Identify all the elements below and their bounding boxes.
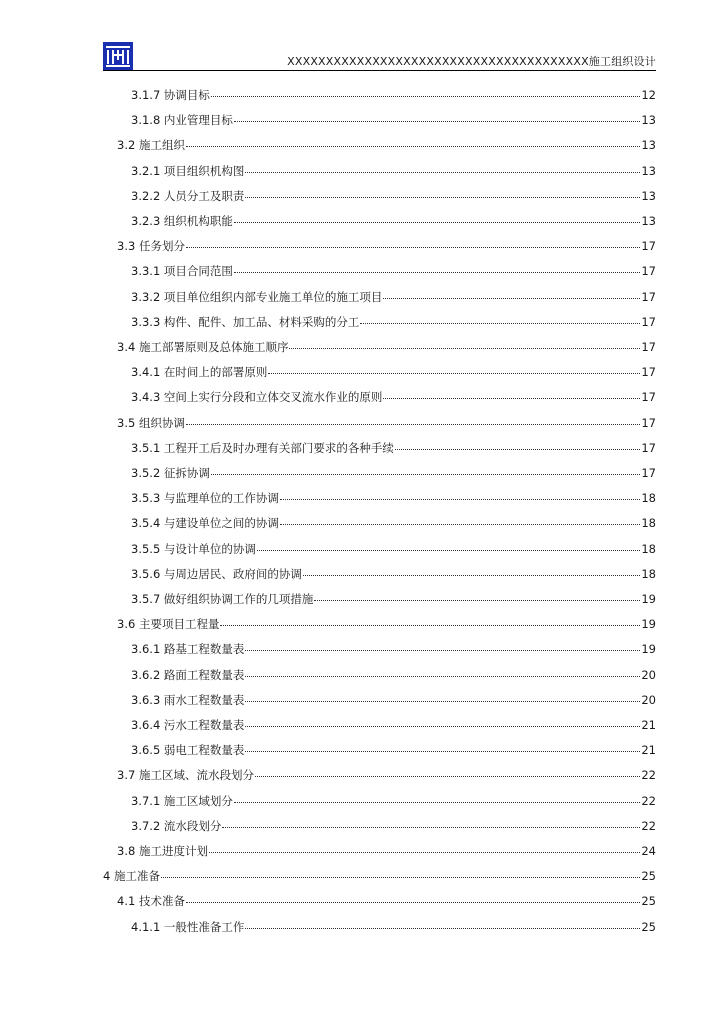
toc-entry[interactable] bbox=[131, 364, 656, 384]
toc-entry-title: 与设计单位的协调 bbox=[163, 541, 256, 556]
toc-entry-number: 3.6.4 bbox=[131, 718, 164, 732]
toc-entry-page-number: 17 bbox=[641, 314, 656, 329]
toc-leader-dots bbox=[383, 288, 640, 299]
toc-entry[interactable] bbox=[131, 793, 656, 813]
toc-entry-title: 与建设单位之间的协调 bbox=[163, 516, 279, 531]
toc-entry-number: 3.2.2 bbox=[131, 188, 164, 203]
toc-leader-dots bbox=[186, 414, 640, 425]
toc-entry-number: 3.6 bbox=[117, 617, 139, 632]
toc-entry-page-number: 18 bbox=[641, 491, 656, 506]
toc-entry-page-number: 17 bbox=[641, 415, 656, 430]
toc-entry-page-number: 18 bbox=[641, 566, 656, 581]
toc-leader-dots bbox=[186, 237, 640, 248]
toc-leader-dots bbox=[234, 792, 640, 803]
toc-entry[interactable] bbox=[117, 339, 656, 359]
toc-entry-title: 人员分工及职责 bbox=[163, 188, 245, 203]
toc-entry-title: 主要项目工程量 bbox=[138, 617, 220, 632]
toc-entry-title: 与周边居民、政府间的协调 bbox=[163, 566, 302, 581]
toc-entry[interactable] bbox=[131, 112, 656, 132]
toc-entry-number: 4.1.1 bbox=[131, 919, 164, 934]
toc-leader-dots bbox=[245, 666, 640, 677]
toc-entry-title: 雨水工程数量表 bbox=[163, 692, 245, 707]
toc-entry[interactable] bbox=[131, 213, 656, 233]
toc-entry-title: 流水段划分 bbox=[163, 818, 222, 833]
toc-entry-page-number: 17 bbox=[641, 264, 656, 279]
toc-entry-number: 3.3 bbox=[117, 239, 139, 254]
toc-entry-title: 组织机构职能 bbox=[163, 214, 233, 228]
toc-entry-page-number: 17 bbox=[641, 390, 656, 405]
toc-entry-number: 4.1 bbox=[117, 894, 139, 909]
toc-leader-dots bbox=[220, 615, 640, 626]
toc-entry-title: 构件、配件、加工品、材料采购的分工 bbox=[163, 314, 360, 329]
toc-leader-dots bbox=[211, 86, 640, 97]
toc-entry[interactable] bbox=[131, 87, 656, 107]
toc-entry[interactable] bbox=[131, 742, 656, 762]
toc-leader-dots bbox=[245, 716, 640, 727]
toc-entry-title: 施工区域划分 bbox=[163, 793, 233, 808]
toc-entry-title: 工程开工后及时办理有关部门要求的各种手续 bbox=[163, 440, 394, 455]
toc-entry[interactable] bbox=[117, 616, 656, 636]
toc-entry-number: 3.3.1 bbox=[131, 264, 164, 279]
toc-entry-page-number: 20 bbox=[641, 667, 656, 682]
toc-leader-dots bbox=[245, 640, 640, 651]
toc-entry-title: 施工进度计划 bbox=[138, 844, 208, 858]
toc-entry-page-number: 19 bbox=[641, 642, 656, 657]
toc-entry-number: 3.4 bbox=[117, 340, 139, 354]
toc-leader-dots bbox=[234, 262, 640, 273]
toc-entry[interactable] bbox=[131, 591, 656, 611]
toc-entry-number: 3.5.7 bbox=[131, 592, 164, 606]
toc-entry-title: 施工部署原则及总体施工顺序 bbox=[138, 340, 289, 354]
toc-entry[interactable] bbox=[131, 263, 656, 283]
toc-entry-page-number: 17 bbox=[641, 440, 656, 455]
toc-entry-page-number: 13 bbox=[641, 138, 656, 153]
toc-leader-dots bbox=[303, 565, 640, 576]
toc-entry[interactable] bbox=[117, 415, 656, 435]
toc-entry-page-number: 13 bbox=[641, 188, 656, 203]
toc-entry-page-number: 19 bbox=[641, 617, 656, 632]
toc-entry[interactable] bbox=[131, 717, 656, 737]
toc-entry-number: 3.5 bbox=[117, 415, 139, 430]
toc-entry-title: 征拆协调 bbox=[163, 466, 210, 480]
toc-entry-number: 3.2 bbox=[117, 138, 139, 153]
toc-leader-dots bbox=[314, 590, 640, 601]
toc-entry-title: 项目组织机构图 bbox=[163, 163, 245, 178]
toc-entry-number: 3.4.3 bbox=[131, 390, 164, 405]
toc-entry-page-number: 22 bbox=[641, 818, 656, 833]
toc-entry-page-number: 17 bbox=[641, 289, 656, 304]
toc-entry-number: 3.8 bbox=[117, 844, 139, 858]
toc-entry-title: 污水工程数量表 bbox=[163, 718, 245, 732]
toc-entry-number: 3.1.7 bbox=[131, 88, 164, 102]
toc-entry-number: 3.7 bbox=[117, 768, 139, 783]
toc-entry-number: 3.6.5 bbox=[131, 743, 164, 758]
toc-entry-number: 3.5.2 bbox=[131, 466, 164, 480]
toc-leader-dots bbox=[222, 817, 640, 828]
toc-leader-dots bbox=[234, 111, 640, 122]
toc-leader-dots bbox=[268, 363, 640, 374]
toc-entry-page-number: 21 bbox=[641, 718, 656, 732]
toc-entry-page-number: 13 bbox=[641, 214, 656, 228]
toc-leader-dots bbox=[161, 867, 640, 878]
toc-entry-number: 3.7.1 bbox=[131, 793, 164, 808]
header-divider bbox=[103, 70, 656, 71]
toc-entry-page-number: 18 bbox=[641, 541, 656, 556]
toc-leader-dots bbox=[186, 892, 640, 903]
toc-entry[interactable] bbox=[131, 515, 656, 535]
toc-entry[interactable] bbox=[131, 641, 656, 661]
toc-entry[interactable] bbox=[131, 919, 656, 939]
toc-entry-page-number: 13 bbox=[641, 113, 656, 128]
toc-entry-title: 组织协调 bbox=[138, 415, 185, 430]
toc-entry[interactable] bbox=[117, 238, 656, 258]
toc-entry-title: 项目合同范围 bbox=[163, 264, 233, 279]
toc-entry[interactable] bbox=[131, 566, 656, 586]
company-logo-icon bbox=[103, 42, 133, 70]
toc-leader-dots bbox=[209, 842, 640, 853]
toc-entry[interactable] bbox=[117, 767, 656, 787]
toc-entry-page-number: 22 bbox=[641, 793, 656, 808]
toc-entry[interactable] bbox=[131, 818, 656, 838]
toc-leader-dots bbox=[383, 388, 640, 399]
toc-entry-page-number: 24 bbox=[641, 844, 656, 858]
toc-entry-title: 施工准备 bbox=[113, 869, 160, 884]
toc-entry-page-number: 18 bbox=[641, 516, 656, 531]
toc-entry-number: 3.7.2 bbox=[131, 818, 164, 833]
toc-entry-number: 3.1.8 bbox=[131, 113, 164, 128]
toc-entry-page-number: 17 bbox=[641, 365, 656, 380]
toc-entry-title: 路基工程数量表 bbox=[163, 642, 245, 657]
toc-entry-page-number: 17 bbox=[641, 466, 656, 480]
toc-entry[interactable] bbox=[131, 541, 656, 561]
toc-entry-page-number: 12 bbox=[641, 88, 656, 102]
toc-leader-dots bbox=[280, 514, 640, 525]
toc-entry-page-number: 17 bbox=[641, 340, 656, 354]
toc-entry[interactable] bbox=[103, 868, 656, 888]
toc-entry[interactable] bbox=[131, 289, 656, 309]
toc-entry-page-number: 25 bbox=[641, 869, 656, 884]
toc-leader-dots bbox=[245, 187, 640, 198]
toc-entry-number: 3.3.3 bbox=[131, 314, 164, 329]
toc-entry-title: 内业管理目标 bbox=[163, 113, 233, 128]
toc-entry[interactable] bbox=[117, 137, 656, 157]
toc-leader-dots bbox=[186, 136, 640, 147]
toc-entry-page-number: 22 bbox=[641, 768, 656, 783]
toc-entry-page-number: 13 bbox=[641, 163, 656, 178]
toc-entry[interactable] bbox=[131, 692, 656, 712]
toc-entry-title: 在时间上的部署原则 bbox=[163, 365, 268, 380]
toc-entry-page-number: 21 bbox=[641, 743, 656, 758]
toc-entry-number: 3.6.3 bbox=[131, 692, 164, 707]
toc-entry-number: 3.5.3 bbox=[131, 491, 164, 506]
toc-entry-title: 任务划分 bbox=[138, 239, 185, 254]
toc-entry-title: 施工组织 bbox=[138, 138, 185, 153]
toc-leader-dots bbox=[395, 439, 640, 450]
toc-leader-dots bbox=[245, 162, 640, 173]
toc-entry-number: 3.5.4 bbox=[131, 516, 164, 531]
toc-entry-title: 空间上实行分段和立体交叉流水作业的原则 bbox=[163, 390, 383, 405]
toc-entry-title: 项目单位组织内部专业施工单位的施工项目 bbox=[163, 289, 383, 304]
toc-entry[interactable] bbox=[117, 843, 656, 863]
toc-entry[interactable] bbox=[131, 163, 656, 183]
toc-entry-number: 3.2.1 bbox=[131, 163, 164, 178]
toc-entry[interactable] bbox=[131, 490, 656, 510]
toc-entry[interactable] bbox=[131, 389, 656, 409]
document-header-title: XXXXXXXXXXXXXXXXXXXXXXXXXXXXXXXXXXXXXXX施工组织设计 bbox=[287, 55, 656, 68]
toc-entry-page-number: 25 bbox=[641, 894, 656, 909]
toc-entry-number: 3.6.2 bbox=[131, 667, 164, 682]
toc-leader-dots bbox=[360, 313, 640, 324]
toc-leader-dots bbox=[211, 464, 640, 475]
toc-entry[interactable] bbox=[131, 188, 656, 208]
toc-entry-number: 3.6.1 bbox=[131, 642, 164, 657]
toc-entry-title: 协调目标 bbox=[163, 88, 210, 102]
toc-entry[interactable] bbox=[117, 893, 656, 913]
toc-entry[interactable] bbox=[131, 440, 656, 460]
toc-entry-number: 3.2.3 bbox=[131, 214, 164, 228]
toc-entry-number: 3.5.6 bbox=[131, 566, 164, 581]
toc-entry-number: 3.5.5 bbox=[131, 541, 164, 556]
toc-entry-title: 一般性准备工作 bbox=[163, 919, 245, 934]
toc-leader-dots bbox=[257, 540, 640, 551]
toc-entry-page-number: 25 bbox=[641, 919, 656, 934]
toc-entry-title: 技术准备 bbox=[138, 894, 185, 909]
toc-entry-page-number: 19 bbox=[641, 592, 656, 606]
toc-entry[interactable] bbox=[131, 465, 656, 485]
toc-entry[interactable] bbox=[131, 667, 656, 687]
toc-leader-dots bbox=[280, 489, 640, 500]
toc-leader-dots bbox=[245, 918, 640, 929]
toc-leader-dots bbox=[289, 338, 640, 349]
toc-entry-number: 4 bbox=[103, 869, 114, 884]
toc-leader-dots bbox=[255, 766, 640, 777]
toc-entry-page-number: 17 bbox=[641, 239, 656, 254]
toc-entry-title: 弱电工程数量表 bbox=[163, 743, 245, 758]
toc-entry-number: 3.3.2 bbox=[131, 289, 164, 304]
toc-entry-title: 施工区域、流水段划分 bbox=[138, 768, 254, 783]
toc-leader-dots bbox=[245, 741, 640, 752]
toc-entry-number: 3.4.1 bbox=[131, 365, 164, 380]
toc-entry-title: 做好组织协调工作的几项措施 bbox=[163, 592, 314, 606]
toc-leader-dots bbox=[245, 691, 640, 702]
toc-entry-number: 3.5.1 bbox=[131, 440, 164, 455]
toc-entry-page-number: 20 bbox=[641, 692, 656, 707]
toc-entry-title: 路面工程数量表 bbox=[163, 667, 245, 682]
toc-entry[interactable] bbox=[131, 314, 656, 334]
toc-entry-title: 与监理单位的工作协调 bbox=[163, 491, 279, 506]
toc-leader-dots bbox=[234, 212, 640, 223]
